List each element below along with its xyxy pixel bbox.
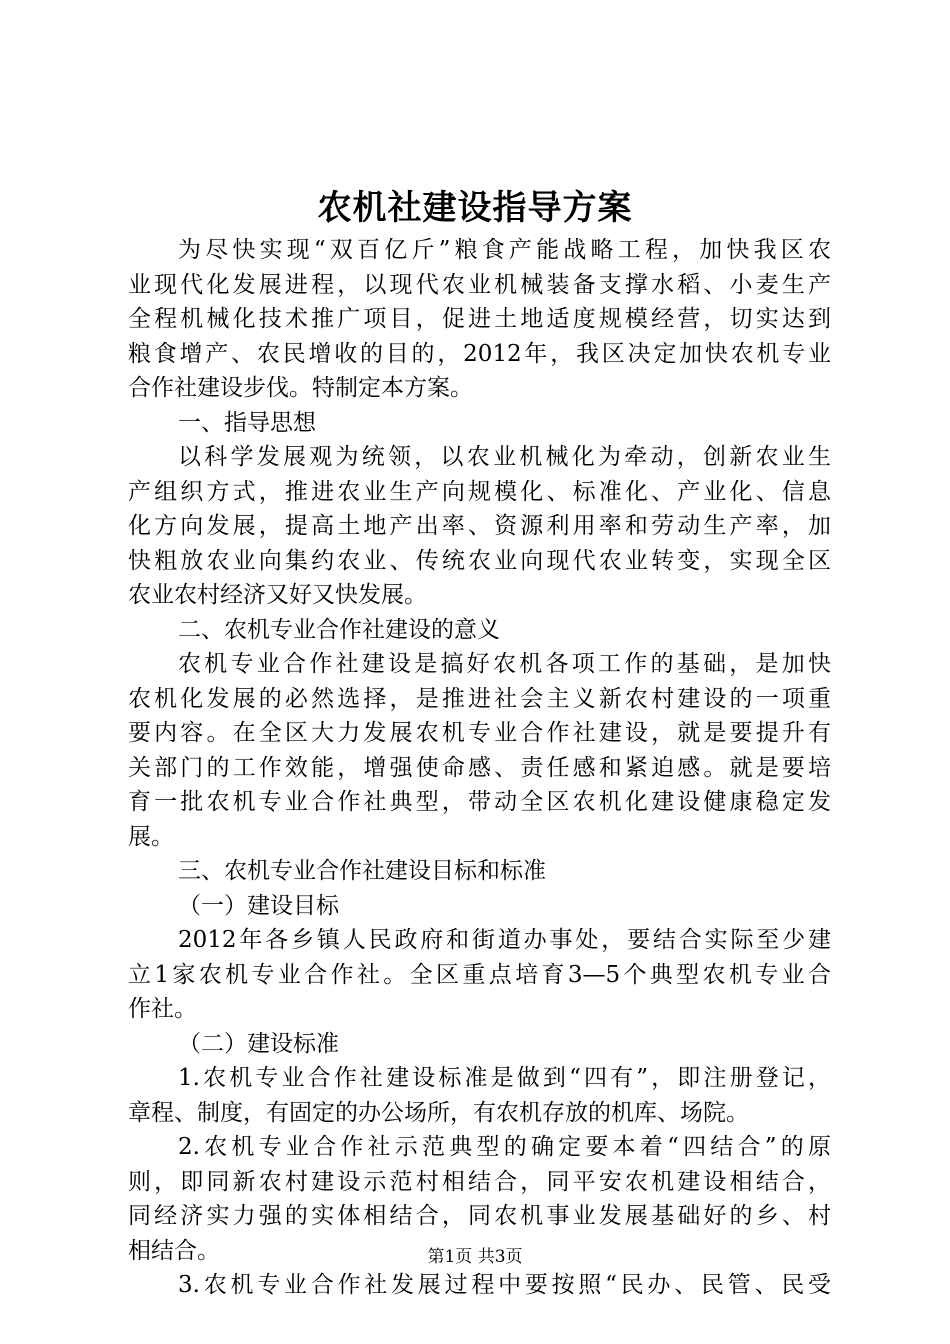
page-footer: 第1页 共3页: [427, 1247, 523, 1267]
text-line: 2012年各乡镇人民政府和街道办事处，要结合实际至少建: [178, 927, 831, 953]
text-line: 2.农机专业合作社示范典型的确定要本着“四结合”的原: [178, 1134, 831, 1160]
text-line: 化方向发展，提高土地产出率、资源利用率和劳动生产率，加: [128, 513, 831, 539]
text-line: 展。: [128, 823, 174, 850]
subsection-heading: （一）建设目标: [178, 892, 339, 919]
text-line: 快粗放农业向集约农业、传统农业向现代农业转变，实现全区: [128, 547, 831, 574]
text-line: 关部门的工作效能，增强使命感、责任感和紧迫感。就是要培: [128, 754, 831, 781]
text-line: 业现代化发展进程，以现代农业机械装备支撑水稻、小麦生产: [128, 271, 831, 298]
text-line: 同经济实力强的实体相结合，同农机事业发展基础好的乡、村: [128, 1203, 831, 1229]
text-line: 农业农村经济又好又快发展。: [128, 582, 427, 608]
text-line: 则，即同新农村建设示范村相结合，同平安农机建设相结合，: [128, 1168, 831, 1195]
text-line: 粮食增产、农民增收的目的，2012年，我区决定加快农机专业: [128, 340, 831, 367]
text-line: 育一批农机专业合作社典型，带动全区农机化建设健康稳定发: [128, 789, 831, 815]
document-title: 农机社建设指导方案: [317, 188, 633, 228]
text-line: 以科学发展观为统领，以农业机械化为牵动，创新农业生: [178, 444, 831, 470]
text-line: 产组织方式，推进农业生产向规模化、标准化、产业化、信息: [128, 478, 831, 505]
text-line: 农机化发展的必然选择，是推进社会主义新农村建设的一项重: [128, 685, 831, 712]
document-body: [128, 233, 831, 1303]
text-line: 为尽快实现“双百亿斤”粮食产能战略工程，加快我区农: [178, 237, 831, 263]
text-line: 1.农机专业合作社建设标准是做到“四有”，即注册登记，: [178, 1065, 831, 1091]
section-heading: 一、指导思想: [178, 409, 316, 436]
text-line: 相结合。: [128, 1237, 220, 1264]
text-line: 作社。: [128, 996, 197, 1022]
section-heading: 二、农机专业合作社建设的意义: [178, 616, 500, 643]
text-line: 要内容。在全区大力发展农机专业合作社建设，就是要提升有: [128, 720, 831, 746]
text-line: 立1家农机专业合作社。全区重点培育3—5个典型农机专业合: [128, 961, 831, 988]
text-line: 全程机械化技术推广项目，促进土地适度规模经营，切实达到: [128, 306, 831, 332]
text-line: 3.农机专业合作社发展过程中要按照“民办、民管、民受: [178, 1272, 831, 1298]
subsection-heading: （二）建设标准: [178, 1030, 339, 1057]
text-line: 农机专业合作社建设是搞好农机各项工作的基础，是加快: [178, 651, 831, 677]
text-line: 合作社建设步伐。特制定本方案。: [128, 375, 473, 401]
text-line: 章程、制度，有固定的办公场所，有农机存放的机库、场院。: [128, 1099, 749, 1126]
section-heading: 三、农机专业合作社建设目标和标准: [178, 858, 546, 884]
